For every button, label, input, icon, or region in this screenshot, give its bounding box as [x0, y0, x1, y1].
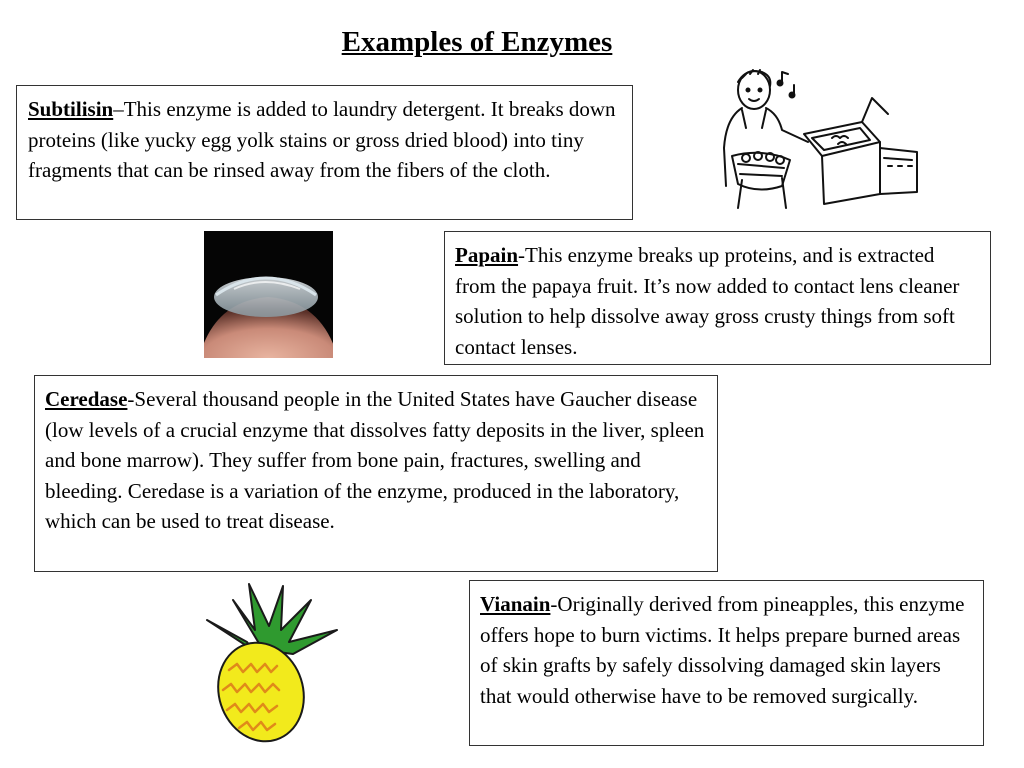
- vianain-box: [469, 580, 984, 746]
- page-title: Examples of Enzymes: [341, 26, 613, 58]
- separator: -: [518, 243, 526, 267]
- enzyme-description: Several thousand people in the United States have Gaucher disease (low levels of a crucial enzyme that dissolves fatty deposits in the liver, spleen and bone marrow). They suffer from bone pain, fractures, swelling and bleeding. Ceredase is a variation of the enzyme, produced in the laboratory, which can be used to treat disease.: [45, 387, 705, 534]
- separator: –: [113, 97, 124, 121]
- enzyme-description: This enzyme breaks up proteins, and is extracted from the papaya fruit. It’s now added to contact lens cleaner solution to help dissolve away gross crusty things from soft contact lenses.: [455, 243, 960, 359]
- ceredase-box: [34, 375, 718, 572]
- enzyme-name: Vianain: [480, 592, 551, 616]
- enzyme-description: Originally derived from pineapples, this enzyme offers hope to burn victims. It helps prepare burned areas of skin grafts by safely dissolving damaged skin layers that would otherwise have to be removed surgically.: [480, 592, 965, 708]
- enzyme-name: Ceredase: [45, 387, 128, 411]
- laundry-person-illustration: [712, 68, 922, 210]
- subtilisin-box: [16, 85, 633, 220]
- separator: -: [550, 592, 558, 616]
- separator: -: [127, 387, 135, 411]
- papain-box: [444, 231, 991, 365]
- enzyme-name: Papain: [455, 243, 519, 267]
- enzyme-name: Subtilisin: [28, 97, 114, 121]
- enzyme-description: This enzyme is added to laundry detergent. It breaks down proteins (like yucky egg yolk stains or gross dried blood) into tiny fragments that can be rinsed away from the fibers of the cloth.: [28, 97, 616, 183]
- pineapple-illustration: [193, 580, 343, 745]
- contact-lens-photo: [204, 231, 333, 358]
